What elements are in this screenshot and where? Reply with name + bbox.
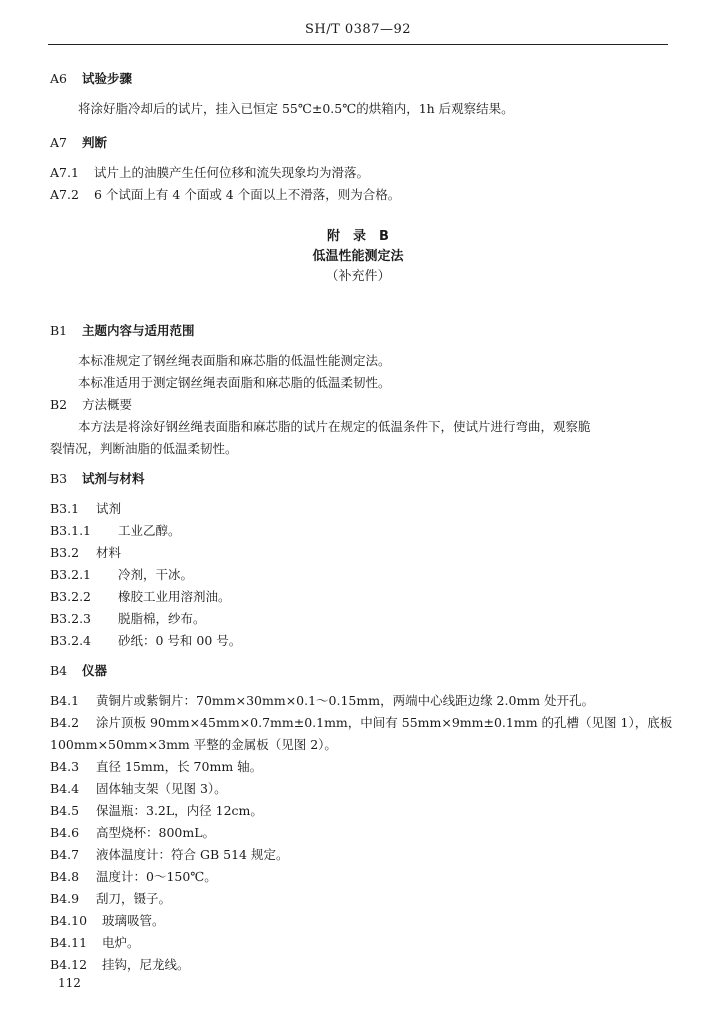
item-number: B4.11 bbox=[50, 935, 88, 950]
section-title: 试剂与材料 bbox=[82, 471, 145, 486]
item-text: 黄铜片或紫铜片：70mm×30mm×0.1～0.15mm，两端中心线距边缘 2.0mm 处开孔。 bbox=[96, 693, 595, 708]
item-number: B3.1 bbox=[50, 501, 80, 516]
item-number: B3.1.1 bbox=[50, 523, 91, 538]
item-text: 保温瓶：3.2L，内径 12cm。 bbox=[96, 803, 263, 818]
item-number: A7.1 bbox=[50, 165, 79, 180]
item-number: B3.2.4 bbox=[50, 633, 91, 648]
header-rule bbox=[48, 44, 668, 45]
section-title: 方法概要 bbox=[82, 397, 133, 412]
item-text: 电炉。 bbox=[102, 935, 140, 950]
item-text: 固体轴支架（见图 3）。 bbox=[96, 781, 227, 796]
item-text-continuation: 100mm×50mm×3mm 平整的金属板（见图 2）。 bbox=[50, 737, 337, 752]
section-number: B4 bbox=[50, 663, 68, 678]
item-text: 涂片顶板 90mm×45mm×0.7mm±0.1mm，中间有 55mm×9mm±0.1mm 的孔槽（见图 1），底板 bbox=[96, 715, 673, 730]
item-number: B4.12 bbox=[50, 957, 88, 972]
item-number: B4.7 bbox=[50, 847, 80, 862]
document-code: SH/T 0387—92 bbox=[304, 22, 412, 37]
item-text: 液体温度计：符合 GB 514 规定。 bbox=[96, 847, 289, 862]
item-number: B4.6 bbox=[50, 825, 80, 840]
item-text: 6 个试面上有 4 个面或 4 个面以上不滑落，则为合格。 bbox=[94, 187, 401, 202]
item-text: 砂纸：0 号和 00 号。 bbox=[118, 633, 242, 648]
appendix-subtitle: 低温性能测定法 bbox=[312, 249, 404, 264]
paragraph: 本标准适用于测定钢丝绳表面脂和麻芯脂的低温柔韧性。 bbox=[78, 375, 391, 390]
item-number: B3.2.3 bbox=[50, 611, 91, 626]
item-text: 脱脂棉，纱布。 bbox=[118, 611, 206, 626]
item-number: B4.10 bbox=[50, 913, 88, 928]
item-text: 工业乙醇。 bbox=[118, 523, 181, 538]
item-text: 挂钩，尼龙线。 bbox=[102, 957, 190, 972]
section-number: B1 bbox=[50, 323, 68, 338]
section-number: B2 bbox=[50, 397, 68, 412]
section-number: A6 bbox=[50, 71, 67, 86]
item-number: B4.5 bbox=[50, 803, 80, 818]
paragraph-continuation: 裂情况，判断油脂的低温柔韧性。 bbox=[50, 441, 238, 456]
item-text: 温度计：0～150℃。 bbox=[96, 869, 217, 884]
item-number: B3.2 bbox=[50, 545, 80, 560]
section-number: A7 bbox=[50, 135, 67, 150]
item-text: 材料 bbox=[96, 545, 122, 560]
item-number: B4.9 bbox=[50, 891, 80, 906]
item-text: 玻璃吸管。 bbox=[102, 913, 165, 928]
item-text: 试剂 bbox=[96, 501, 122, 516]
section-a6-text: 将涂好脂冷却后的试片，挂入已恒定 55℃±0.5℃的烘箱内，1h 后观察结果。 bbox=[78, 101, 514, 116]
item-number: B4.1 bbox=[50, 693, 80, 708]
page-number: 112 bbox=[58, 976, 81, 990]
item-text: 刮刀，镊子。 bbox=[96, 891, 172, 906]
item-text: 高型烧杯：800mL。 bbox=[96, 825, 216, 840]
appendix-title: 附 录 B bbox=[327, 229, 389, 244]
item-text: 橡胶工业用溶剂油。 bbox=[118, 589, 231, 604]
item-number: B4.8 bbox=[50, 869, 80, 884]
item-number: B3.2.1 bbox=[50, 567, 91, 582]
item-number: B4.2 bbox=[50, 715, 80, 730]
section-title: 判断 bbox=[82, 135, 108, 150]
item-text: 冷剂，干冰。 bbox=[118, 567, 194, 582]
paragraph: 本标准规定了钢丝绳表面脂和麻芯脂的低温性能测定法。 bbox=[78, 353, 391, 368]
section-title: 试验步骤 bbox=[82, 71, 133, 86]
appendix-note: （补充件） bbox=[325, 269, 391, 284]
paragraph: 本方法是将涂好钢丝绳表面脂和麻芯脂的试片在规定的低温条件下，使试片进行弯曲，观察脆 bbox=[78, 419, 591, 434]
item-number: B4.4 bbox=[50, 781, 80, 796]
item-number: A7.2 bbox=[50, 187, 79, 202]
section-number: B3 bbox=[50, 471, 68, 486]
item-text: 直径 15mm，长 70mm 轴。 bbox=[96, 759, 263, 774]
item-number: B4.3 bbox=[50, 759, 80, 774]
section-title: 仪器 bbox=[82, 663, 108, 678]
item-number: B3.2.2 bbox=[50, 589, 91, 604]
item-text: 试片上的油膜产生任何位移和流失现象均为滑落。 bbox=[94, 165, 370, 180]
section-title: 主题内容与适用范围 bbox=[82, 323, 195, 338]
